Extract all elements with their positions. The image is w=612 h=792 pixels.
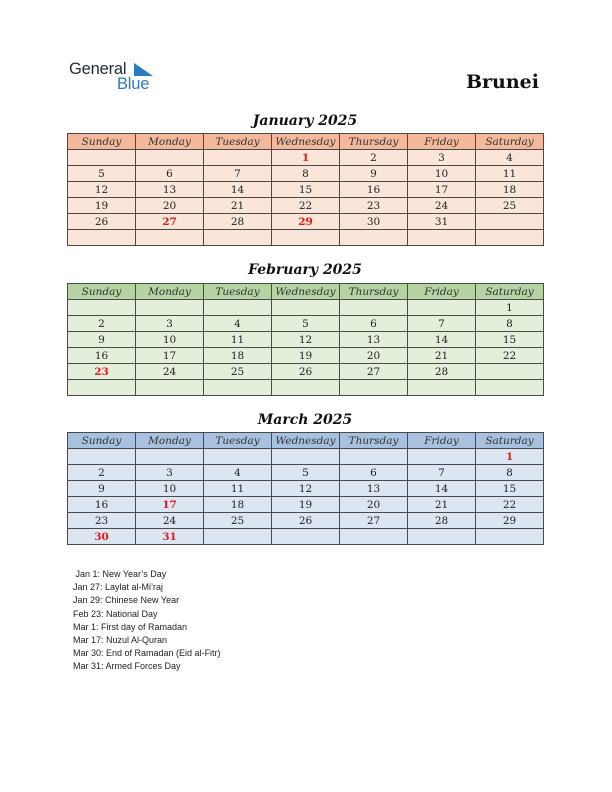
day-cell — [204, 449, 272, 465]
month-title-march: March 2025 — [257, 412, 353, 428]
day-cell[interactable]: 8 — [476, 316, 544, 332]
day-cell[interactable]: 15 — [272, 182, 340, 198]
day-cell[interactable]: 12 — [272, 481, 340, 497]
day-cell[interactable]: 2 — [340, 150, 408, 166]
holiday-day-cell[interactable]: 27 — [136, 214, 204, 230]
holiday-note: Mar 1: First day of Ramadan — [73, 621, 188, 632]
day-cell[interactable]: 13 — [340, 481, 408, 497]
day-cell — [136, 230, 204, 246]
day-cell[interactable]: 1 — [476, 300, 544, 316]
holiday-day-cell[interactable]: 1 — [272, 150, 340, 166]
weekday-header-sunday: Sunday — [68, 433, 136, 449]
holiday-day-cell[interactable]: 1 — [476, 449, 544, 465]
weekday-header-thursday: Thursday — [340, 284, 408, 300]
day-cell[interactable]: 22 — [476, 348, 544, 364]
day-cell[interactable]: 12 — [272, 332, 340, 348]
day-cell — [476, 380, 544, 396]
day-cell — [408, 449, 476, 465]
day-cell[interactable]: 26 — [68, 214, 136, 230]
week-row — [68, 316, 544, 332]
day-cell — [340, 380, 408, 396]
day-cell — [340, 230, 408, 246]
day-cell[interactable]: 6 — [340, 316, 408, 332]
week-row — [68, 332, 544, 348]
day-cell — [204, 230, 272, 246]
holiday-note: Mar 30: End of Ramadan (Eid al-Fitr) — [73, 648, 221, 659]
day-cell[interactable]: 17 — [136, 348, 204, 364]
day-cell — [204, 529, 272, 545]
day-cell[interactable]: 16 — [68, 497, 136, 513]
day-cell — [272, 449, 340, 465]
day-cell[interactable]: 10 — [136, 332, 204, 348]
day-cell — [136, 449, 204, 465]
day-cell[interactable]: 13 — [340, 332, 408, 348]
day-cell[interactable]: 28 — [408, 364, 476, 380]
day-cell[interactable]: 20 — [340, 348, 408, 364]
day-cell[interactable]: 4 — [476, 150, 544, 166]
week-row — [68, 150, 544, 166]
day-cell[interactable]: 7 — [204, 166, 272, 182]
day-cell — [68, 380, 136, 396]
day-cell[interactable]: 19 — [272, 348, 340, 364]
day-cell — [136, 300, 204, 316]
weekday-header-saturday: Saturday — [476, 433, 544, 449]
week-row — [68, 348, 544, 364]
day-cell[interactable]: 10 — [408, 166, 476, 182]
country-title: Brunei — [465, 71, 539, 93]
holiday-day-cell[interactable]: 29 — [272, 214, 340, 230]
day-cell — [272, 380, 340, 396]
weekday-header-tuesday: Tuesday — [204, 284, 272, 300]
day-cell — [476, 214, 544, 230]
day-cell — [272, 300, 340, 316]
week-row — [68, 198, 544, 214]
weekday-header-wednesday: Wednesday — [272, 433, 340, 449]
day-cell[interactable]: 29 — [476, 513, 544, 529]
day-cell — [340, 529, 408, 545]
day-cell[interactable]: 28 — [408, 513, 476, 529]
day-cell[interactable]: 31 — [408, 214, 476, 230]
weekday-header-saturday: Saturday — [476, 134, 544, 150]
day-cell — [408, 380, 476, 396]
holiday-note: Mar 17: Nuzul Al-Quran — [73, 635, 168, 646]
day-cell — [340, 300, 408, 316]
day-cell[interactable]: 27 — [340, 513, 408, 529]
weekday-header-wednesday: Wednesday — [272, 284, 340, 300]
day-cell[interactable]: 21 — [204, 198, 272, 214]
day-cell[interactable]: 14 — [204, 182, 272, 198]
day-cell[interactable]: 26 — [272, 513, 340, 529]
day-cell[interactable]: 18 — [204, 348, 272, 364]
day-cell — [68, 150, 136, 166]
day-cell[interactable]: 20 — [340, 497, 408, 513]
holiday-note: Mar 31: Armed Forces Day — [73, 661, 181, 672]
weekday-header-saturday: Saturday — [476, 284, 544, 300]
weekday-header-sunday: Sunday — [68, 134, 136, 150]
day-cell[interactable]: 11 — [476, 166, 544, 182]
day-cell[interactable]: 24 — [136, 364, 204, 380]
weekday-header-tuesday: Tuesday — [204, 134, 272, 150]
day-cell[interactable]: 5 — [68, 166, 136, 182]
day-cell[interactable]: 22 — [476, 497, 544, 513]
holiday-note: Jan 1: New Year’s Day — [73, 569, 167, 579]
day-cell[interactable]: 21 — [408, 497, 476, 513]
calendar-february — [67, 283, 544, 396]
day-cell[interactable]: 7 — [408, 316, 476, 332]
day-cell — [204, 150, 272, 166]
day-cell[interactable]: 24 — [408, 198, 476, 214]
week-row — [68, 481, 544, 497]
day-cell[interactable]: 15 — [476, 481, 544, 497]
day-cell — [136, 150, 204, 166]
day-cell[interactable]: 14 — [408, 481, 476, 497]
weekday-header-thursday: Thursday — [340, 134, 408, 150]
day-cell — [408, 230, 476, 246]
holiday-day-cell[interactable]: 23 — [68, 364, 136, 380]
day-cell[interactable]: 24 — [136, 513, 204, 529]
holiday-day-cell[interactable]: 30 — [68, 529, 136, 545]
day-cell[interactable]: 12 — [68, 182, 136, 198]
holiday-note: Jan 29: Chinese New Year — [73, 595, 180, 606]
day-cell[interactable]: 2 — [68, 465, 136, 481]
day-cell[interactable]: 6 — [340, 465, 408, 481]
week-row — [68, 166, 544, 182]
day-cell[interactable]: 18 — [476, 182, 544, 198]
day-cell[interactable]: 15 — [476, 332, 544, 348]
week-row — [68, 300, 544, 316]
day-cell[interactable]: 3 — [408, 150, 476, 166]
week-row — [68, 380, 544, 396]
weekday-header-monday: Monday — [136, 284, 204, 300]
day-cell[interactable]: 20 — [136, 198, 204, 214]
week-row — [68, 497, 544, 513]
day-cell — [340, 449, 408, 465]
holiday-day-cell[interactable]: 17 — [136, 497, 204, 513]
day-cell — [68, 300, 136, 316]
day-cell[interactable]: 19 — [68, 198, 136, 214]
day-cell — [68, 230, 136, 246]
week-row — [68, 513, 544, 529]
logo-word-blue: Blue — [117, 75, 150, 93]
day-cell[interactable]: 10 — [136, 481, 204, 497]
weekday-header-friday: Friday — [408, 134, 476, 150]
weekday-header-row — [68, 134, 544, 150]
day-cell[interactable]: 23 — [68, 513, 136, 529]
day-cell[interactable]: 23 — [340, 198, 408, 214]
day-cell[interactable]: 25 — [204, 364, 272, 380]
weekday-header-friday: Friday — [408, 284, 476, 300]
calendar-march — [67, 432, 544, 545]
day-cell[interactable]: 11 — [204, 481, 272, 497]
day-cell[interactable]: 8 — [272, 166, 340, 182]
holiday-notes-list — [73, 568, 221, 674]
day-cell[interactable]: 22 — [272, 198, 340, 214]
day-cell — [204, 300, 272, 316]
day-cell — [272, 230, 340, 246]
day-cell[interactable]: 28 — [204, 214, 272, 230]
day-cell[interactable]: 9 — [68, 332, 136, 348]
day-cell[interactable]: 7 — [408, 465, 476, 481]
day-cell[interactable]: 25 — [476, 198, 544, 214]
day-cell[interactable]: 9 — [68, 481, 136, 497]
week-row — [68, 449, 544, 465]
day-cell[interactable]: 13 — [136, 182, 204, 198]
holiday-note: Jan 27: Laylat al-Mi’raj — [73, 582, 164, 593]
day-cell[interactable]: 27 — [340, 364, 408, 380]
day-cell[interactable]: 4 — [204, 465, 272, 481]
day-cell[interactable]: 18 — [204, 497, 272, 513]
weekday-header-wednesday: Wednesday — [272, 134, 340, 150]
weekday-header-sunday: Sunday — [68, 284, 136, 300]
calendar-january — [67, 133, 544, 246]
day-cell[interactable]: 9 — [340, 166, 408, 182]
weekday-header-friday: Friday — [408, 433, 476, 449]
week-row — [68, 364, 544, 380]
day-cell[interactable]: 3 — [136, 316, 204, 332]
day-cell — [68, 449, 136, 465]
day-cell[interactable]: 30 — [340, 214, 408, 230]
week-row — [68, 230, 544, 246]
month-title-january: January 2025 — [252, 113, 358, 129]
logo-word-general: General — [69, 60, 127, 78]
weekday-header-tuesday: Tuesday — [204, 433, 272, 449]
week-row — [68, 182, 544, 198]
day-cell — [476, 364, 544, 380]
month-title-february: February 2025 — [248, 262, 362, 278]
day-cell[interactable]: 26 — [272, 364, 340, 380]
day-cell[interactable]: 19 — [272, 497, 340, 513]
weekday-header-row — [68, 284, 544, 300]
day-cell — [408, 529, 476, 545]
day-cell[interactable]: 5 — [272, 465, 340, 481]
day-cell — [136, 380, 204, 396]
week-row — [68, 214, 544, 230]
day-cell — [476, 230, 544, 246]
day-cell — [408, 300, 476, 316]
day-cell[interactable]: 6 — [136, 166, 204, 182]
day-cell — [272, 529, 340, 545]
day-cell[interactable]: 14 — [408, 332, 476, 348]
day-cell[interactable]: 16 — [340, 182, 408, 198]
day-cell — [476, 529, 544, 545]
holiday-note: Feb 23: National Day — [73, 608, 158, 619]
day-cell[interactable]: 21 — [408, 348, 476, 364]
day-cell[interactable]: 11 — [204, 332, 272, 348]
day-cell[interactable]: 25 — [204, 513, 272, 529]
generalblue-logo[interactable] — [69, 60, 169, 100]
day-cell[interactable]: 4 — [204, 316, 272, 332]
week-row — [68, 465, 544, 481]
day-cell[interactable]: 3 — [136, 465, 204, 481]
day-cell[interactable]: 2 — [68, 316, 136, 332]
day-cell[interactable]: 5 — [272, 316, 340, 332]
weekday-header-row — [68, 433, 544, 449]
day-cell[interactable]: 16 — [68, 348, 136, 364]
holiday-day-cell[interactable]: 31 — [136, 529, 204, 545]
week-row — [68, 529, 544, 545]
weekday-header-thursday: Thursday — [340, 433, 408, 449]
weekday-header-monday: Monday — [136, 433, 204, 449]
day-cell[interactable]: 8 — [476, 465, 544, 481]
day-cell — [204, 380, 272, 396]
weekday-header-monday: Monday — [136, 134, 204, 150]
day-cell[interactable]: 17 — [408, 182, 476, 198]
